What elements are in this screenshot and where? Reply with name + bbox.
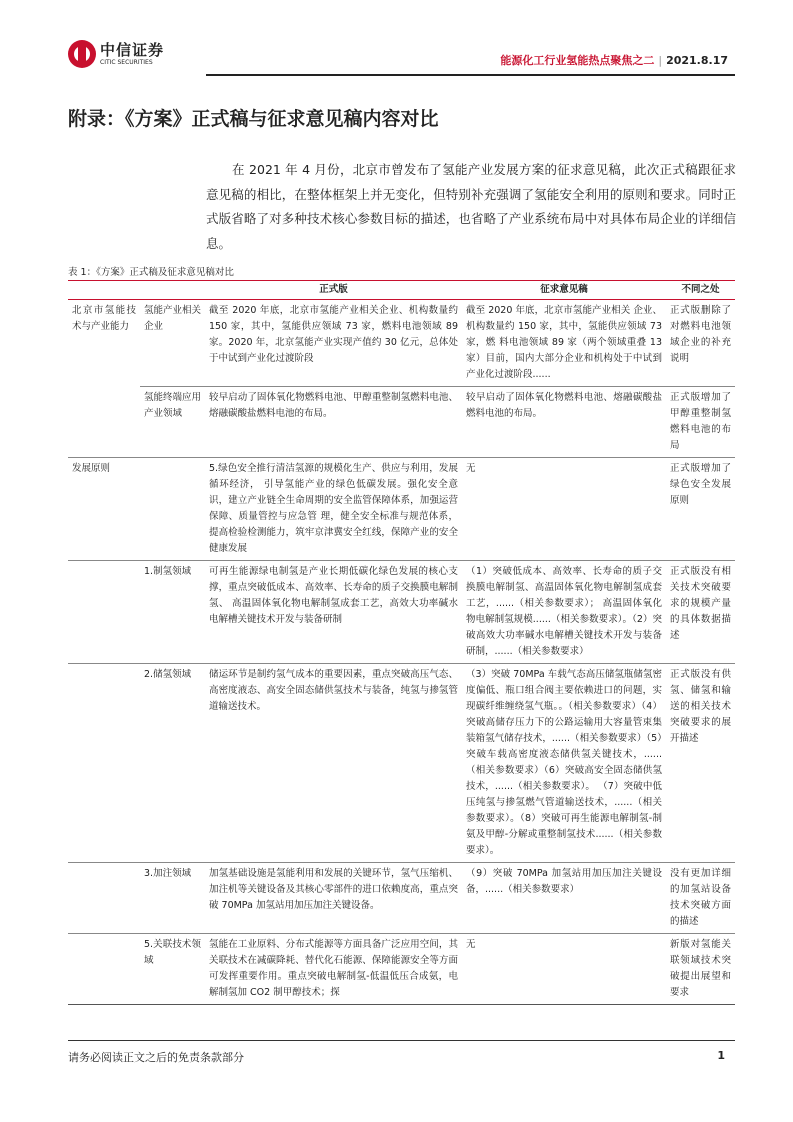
difference-cell: 没有更加详细的加氢站设备技术突破方面的描述 (670, 868, 731, 927)
draft-version-cell: （1）突破低成本、高效率、长寿命的质子交换膜电解制氢、高温固体氧化物电解制氢成套工艺，......（相关参数要求）； 高温固体氧化物电解制氢规模......（相关参数要求）。（2）突破高效大功率碱水电解槽关键技术开发与装备研制，......（相关参数要求） (466, 566, 662, 657)
draft-version-cell: （3）突破 70MPa 车载气态高压储氢瓶储氢密度偏低、瓶口组合阀主要依赖进口的问题，实现碳纤维缠绕氢气瓶。。（相关参数要求）（4）突破高储存压力下的公路运输用大容量管束集装箱氢气储存技术，......（相关参数要求）（5）突破车载高密度液态储供氢关键技术，......（相关参数要求）（6）突破高安全固态储供氢技术，......（相关参数要求）。 （7）突破中低压纯氢与掺氢燃气管道输送技术，......（相关参数要求）。（8）突破可再生能源电解制氢-制氨及甲醇-分解或重整制氢技术......（相关参数要求）。 (466, 669, 662, 856)
formal-version-cell: 较早启动了固体氧化物燃料电池、甲醇重整制氢燃料电池、熔融碳酸盐燃料电池的布局。 (209, 392, 458, 419)
subcategory-cell: 1.制氢领域 (144, 566, 192, 577)
footer-divider (68, 1040, 735, 1041)
header-cell: 不同之处 (681, 284, 720, 295)
difference-cell: 正式版删除了对燃料电池领域企业的补充说明 (666, 300, 735, 387)
table-caption: 表 1：《方案》正式稿及征求意见稿对比 (68, 267, 234, 278)
category-cell: 发展原则 (72, 463, 111, 474)
header-separator: | (658, 54, 663, 67)
table-row (68, 387, 735, 458)
formal-version-cell: 氢能在工业原料、分布式能源等方面具备广泛应用空间，其关联技术在减碳降耗、替代化石能源、保障能源安全等方面可发挥重要作用。重点突破电解制氢-低温低压合成氨，电解制氢加 CO2 制甲醇技术；探 (209, 939, 458, 998)
footer-disclaimer: 请务必阅读正文之后的免责条款部分 (68, 1051, 244, 1064)
header-cell: 征求意见稿 (540, 284, 588, 295)
subcategory-cell: 氢能终端应用产业领域 (144, 392, 202, 419)
table-row (68, 561, 735, 664)
table-row (68, 300, 735, 387)
subcategory-cell: 氢能产业相关企业 (140, 300, 205, 387)
citic-logo (68, 40, 164, 68)
category-cell (68, 387, 140, 458)
category-cell (68, 664, 140, 863)
category-cell (68, 561, 140, 664)
header-divider (206, 74, 735, 76)
formal-version-cell: 截至 2020 年底，北京市氢能产业相关企业、机构数量约 150 家，其中，氢能供应领域 73 家，燃料电池领域 89 家。2020 年，北京氢能产业实现产值约 30 亿元，总体处于中试到产业化过渡阶段 (205, 300, 462, 387)
formal-version-cell: 储运环节是制约氢气成本的重要因素，重点突破高压气态、 高密度液态、高安全固态储供氢技术与装备，纯氢与掺氢管道输送技术。 (209, 669, 458, 712)
draft-version-cell: 无 (466, 939, 476, 950)
table-row (68, 934, 735, 1005)
table-header-row (68, 281, 735, 300)
subcategory-cell: 3.加注领域 (144, 868, 192, 879)
difference-cell: 新版对氢能关联领域技术突破提出展望和要求 (670, 939, 731, 998)
brand-cn: 中信证券 (100, 40, 165, 59)
category-cell (68, 863, 140, 934)
header-cell: 正式版 (319, 284, 348, 295)
difference-cell: 正式版增加了绿色安全发展原则 (670, 463, 731, 506)
difference-cell: 正式版没有相关技术突破要求的规模产量的具体数据描述 (670, 566, 731, 641)
subcategory-cell (140, 458, 205, 561)
citic-logo-icon (68, 40, 96, 68)
subcategory-cell: 2.储氢领域 (144, 669, 192, 680)
page-number: 1 (717, 1049, 725, 1062)
header-cell (68, 281, 140, 300)
comparison-table (68, 280, 735, 1005)
draft-version-cell: （9）突破 70MPa 加氢站用加压加注关键设备，......（相关参数要求） (466, 868, 662, 895)
draft-version-cell: 无 (466, 463, 476, 474)
formal-version-cell: 加氢基础设施是氢能利用和发展的关键环节，氢气压缩机、 加注机等关键设备及其核心零部件的进口依赖度高，重点突破 70MPa 加氢站用加压加注关键设备。 (209, 868, 458, 911)
brand-en: CITIC SECURITIES (100, 58, 153, 66)
table-row (68, 863, 735, 934)
draft-version-cell: 截至 2020 年底，北京市氢能产业相关 企业、机构数量约 150 家，其中，氢能供应领域 73 家，燃 料电池领域 89 家（两个领域重叠 13 家）目前，国内大部分企业和机构处于中试到产业化过渡阶段...... (462, 300, 666, 387)
formal-version-cell: 可再生能源绿电制氢是产业长期低碳化绿色发展的核心支撑，重点突破低成本、高效率、长寿命的质子交换膜电解制氢、 高温固体氧化物电解制氢成套工艺，高效大功率碱水电解槽关键技术开发与装备研制 (209, 566, 458, 625)
header-cell (140, 281, 205, 300)
category-cell: 北京市氢能技术与产业能力 (72, 305, 136, 332)
category-cell (68, 934, 140, 1005)
difference-cell: 正式版增加了甲醇重整制氢燃料电池的布局 (670, 392, 731, 451)
report-date: 2021.8.17 (666, 54, 728, 67)
formal-version-cell: 5.绿色安全推行清洁氢源的规模化生产、供应与利用，发展循环经济， 引导氢能产业的绿色低碳发展。强化安全意识，建立产业链全生命周期的安全监管保障体系，加强运营保障、质量管控与应急管 理，健全安全标准与规范体系，提高检验检测能力，筑牢京津冀安全红线，保障产业的安全健康发展 (209, 463, 458, 554)
report-title: 能源化工行业氢能热点聚焦之二 (500, 54, 655, 67)
report-header (500, 52, 728, 68)
intro-paragraph: 在 2021 年 4 月份，北京市曾发布了氢能产业发展方案的征求意见稿，此次正式稿跟征求意见稿的相比，在整体框架上并无变化，但特别补充强调了氢能安全利用的原则和要求。同时正式版省略了对多种技术核心参数目标的描述，也省略了产业系统布局中对具体布局企业的详细信息。 (206, 162, 736, 251)
difference-cell: 正式版没有供氢、储氢和输送的相关技术突破要求的展开描述 (670, 669, 731, 744)
draft-version-cell: 较早启动了固体氧化物燃料电池、熔融碳酸盐燃料电池的布局。 (466, 392, 662, 419)
table-row (68, 458, 735, 561)
table-row (68, 664, 735, 863)
page-title: 附录：《方案》正式稿与征求意见稿内容对比 (68, 108, 439, 130)
subcategory-cell: 5.关联技术领域 (144, 939, 201, 966)
